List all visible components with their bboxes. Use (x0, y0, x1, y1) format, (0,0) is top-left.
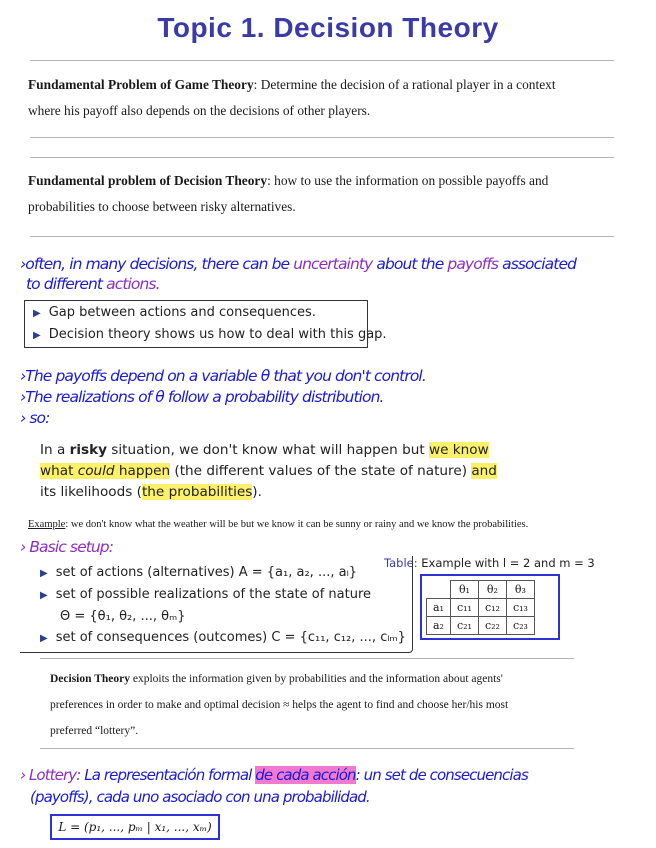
example-note (28, 519, 638, 530)
list-item (33, 327, 387, 342)
table-header-cell: θ₃ (506, 581, 534, 599)
decision-theory-definition (28, 168, 628, 220)
table-header-cell (427, 581, 451, 599)
bullet-icon: ▶ (33, 308, 41, 319)
divider (40, 748, 574, 749)
table-header-row (427, 581, 535, 599)
highlight: and (471, 463, 497, 479)
bullet-icon: ▶ (40, 590, 48, 601)
note-word-actions: actions. (106, 275, 160, 293)
note-line: ›The realizations of θ follow a probability distribution. (20, 388, 384, 406)
highlight: the probabilities (141, 484, 253, 500)
game-theory-text-2: where his payoff also depends on the decisions of other players. (28, 103, 371, 118)
note-text: to different (26, 275, 103, 293)
text-risky: risky (69, 442, 107, 458)
list-item (33, 305, 316, 320)
text: (the different values of the state of nature) (174, 463, 467, 479)
lottery-label: › Lottery: (20, 766, 81, 784)
table-cell: a₂ (427, 617, 451, 635)
highlight: what (40, 463, 74, 479)
note-word-uncertainty: uncertainty (293, 255, 373, 273)
table-caption-label: Table: (384, 556, 418, 570)
decision-theory-text-2: probabilities to choose between risky alternatives. (28, 199, 296, 214)
bullet-icon: ▶ (40, 633, 48, 644)
bullet-icon: ▶ (40, 568, 48, 579)
example-label: Example (28, 519, 66, 530)
example-table (420, 574, 560, 640)
text: ). (252, 484, 262, 500)
text: situation, we don't know what will happen but (111, 442, 425, 458)
text: its likelihoods ( (40, 484, 142, 500)
decision-theory-exploits (50, 666, 610, 744)
exploits-text: exploits the information given by probabilities and the information about agents' (132, 673, 503, 685)
note-word-payoffs: payoffs (447, 255, 499, 273)
exploits-text: preferences in order to make and optimal decision ≈ helps the agent to find and choose her/his most (50, 699, 509, 711)
table-cell: c₁₂ (478, 599, 506, 617)
handwritten-note-payoffs (20, 366, 640, 429)
setup-item-text: Θ = {θ₁, θ₂, ..., θₘ} (60, 609, 186, 624)
game-theory-definition (28, 72, 628, 124)
gap-box (24, 300, 387, 348)
table (426, 580, 535, 635)
table-cell: c₁₁ (450, 599, 478, 617)
table-cell: c₁₃ (506, 599, 534, 617)
lottery-text: La representación formal (84, 766, 252, 784)
divider (30, 137, 614, 138)
lottery-formula: L = (p₁, ..., pₘ | x₁, ..., xₘ) (50, 814, 220, 840)
note-line: ›The payoffs depend on a variable θ that you don't control. (20, 367, 426, 385)
divider (30, 236, 614, 237)
table-row (427, 617, 535, 635)
setup-item-text: set of possible realizations of the state of nature (55, 587, 372, 602)
gap-item-text: Decision theory shows us how to deal with this gap. (48, 327, 387, 342)
highlight: happen (118, 463, 171, 479)
gap-item-text: Gap between actions and consequences. (48, 305, 316, 320)
highlight: we know (429, 442, 489, 458)
game-theory-term: Fundamental Problem of Game Theory (28, 77, 254, 92)
exploits-term: Decision Theory (50, 673, 130, 685)
note-text: ›often, in many decisions, there can be (20, 255, 290, 273)
table-cell: a₁ (427, 599, 451, 617)
setup-item-text: set of consequences (outcomes) C = {c₁₁, c₁₂, ..., cₗₘ} (55, 630, 406, 645)
table-cell: c₂₁ (450, 617, 478, 635)
text-could: could (77, 463, 115, 479)
lottery-highlight: de cada acción (255, 766, 356, 784)
note-text: about the (376, 255, 444, 273)
lottery-text: (payoffs), cada uno asociado con una probabilidad. (30, 788, 370, 806)
decision-theory-term: Fundamental problem of Decision Theory (28, 173, 268, 188)
decision-theory-text: : how to use the information on possible payoffs and (267, 173, 549, 188)
bullet-icon: ▶ (33, 330, 41, 341)
table-cell: c₂₂ (478, 617, 506, 635)
note-text: associated (502, 255, 577, 273)
game-theory-text: : Determine the decision of a rational player in a context (253, 77, 556, 92)
exploits-text: preferred “lottery”. (50, 725, 139, 737)
table-cell: c₂₃ (506, 617, 534, 635)
setup-item-text: set of actions (alternatives) A = {a₁, a₂, ..., aₗ} (55, 565, 357, 580)
handwritten-note-uncertainty (20, 254, 640, 294)
example-text: : we don't know what the weather will be but we know it can be sunny or rainy and we know the probabilities. (65, 519, 529, 530)
risky-situation-text (40, 440, 640, 503)
divider (30, 60, 614, 61)
basic-setup-heading: › Basic setup: (20, 538, 114, 556)
note-line: › so: (20, 409, 50, 427)
lottery-text: : un set de consecuencias (355, 766, 528, 784)
setup-bracket (20, 556, 413, 653)
table-caption (384, 556, 595, 570)
table-caption-text: Example with l = 2 and m = 3 (421, 556, 595, 570)
table-header-cell: θ₂ (478, 581, 506, 599)
table-row (427, 599, 535, 617)
divider (30, 157, 614, 158)
divider (40, 658, 574, 659)
page-title: Topic 1. Decision Theory (157, 12, 499, 43)
lottery-note (20, 764, 640, 808)
text: In a (40, 442, 66, 458)
table-header-cell: θ₁ (450, 581, 478, 599)
